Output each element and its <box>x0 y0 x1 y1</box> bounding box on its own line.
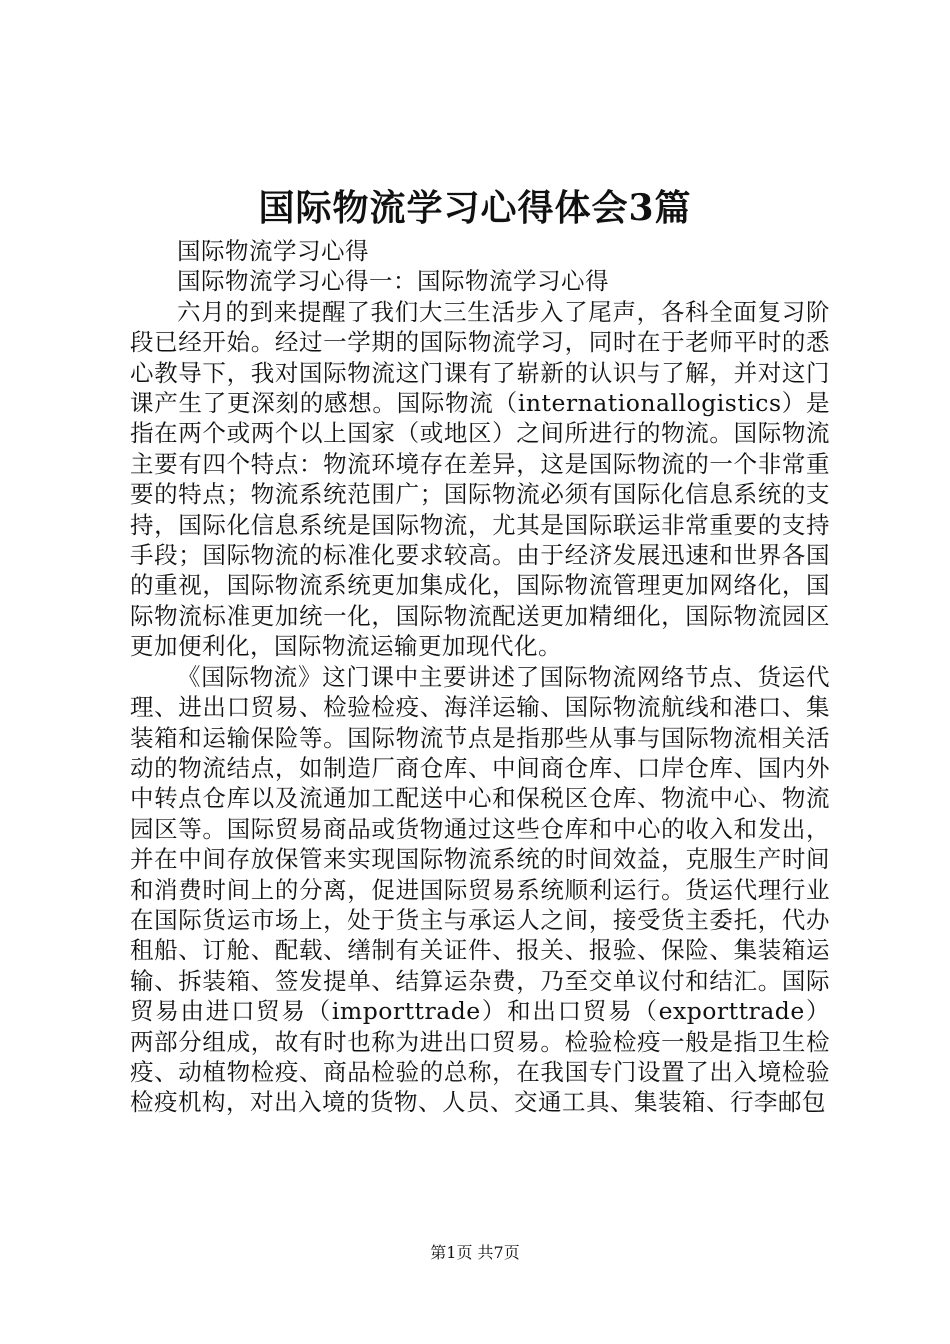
paragraph-subtitle: 国际物流学习心得 <box>177 237 369 265</box>
paragraph-section-heading: 国际物流学习心得一：国际物流学习心得 <box>177 267 609 296</box>
paragraph-body-2: 《国际物流》这门课中主要讲述了国际物流网络节点、货运代理、进出口贸易、检验检疫、海洋运输、国际物流航线和港口、集装箱和运输保险等。国际物流节点是指那些从事与国际物流相关活动的物流结点，如制造厂商仓库、中间商仓库、口岸仓库、国内外中转点仓库以及流通加工配送中心和保税区仓库、物流中心、物流园区等。国际贸易商品或货物通过这些仓库和中心的收入和发出，并在中间存放保管来实现国际物流系统的时间效益，克服生产时间和消费时间上的分离，促进国际贸易系统顺利运行。货运代理行业在国际货运市场上，处于货主与承运人之间，接受货主委托，代办租船、订舱、配载、缮制有关证件、报关、报验、保险、集装箱运输、拆装箱、签发提单、结算运杂费，乃至交单议付和结汇。国际贸易由进口贸易（importtrade）和出口贸易（exporttrade）两部分组成，故有时也称为进出口贸易。检验检疫一般是指卫生检疫、动植物检疫、商品检验的总称，在我国专门设置了出入境检验检疫机构，对出入境的货物、人员、交通工具、集装箱、行李邮包 <box>130 662 830 1117</box>
document-body <box>130 236 830 1118</box>
paragraph-body-1: 六月的到来提醒了我们大三生活步入了尾声，各科全面复习阶段已经开始。经过一学期的国际物流学习，同时在于老师平时的悉心教导下，我对国际物流这门课有了崭新的认识与了解，并对这门课产生了更深刻的感想。国际物流（internationallogistics）是指在两个或两个以上国家（或地区）之间所进行的物流。国际物流主要有四个特点：物流环境存在差异，这是国际物流的一个非常重要的特点；物流系统范围广；国际物流必须有国际化信息系统的支持，国际化信息系统是国际物流，尤其是国际联运非常重要的支持手段；国际物流的标准化要求较高。由于经济发展迅速和世界各国的重视，国际物流系统更加集成化，国际物流管理更加网络化，国际物流标准更加统一化，国际物流配送更加精细化，国际物流园区更加便利化，国际物流运输更加现代化。 <box>130 297 830 661</box>
document-title: 国际物流学习心得体会3篇 <box>258 187 692 229</box>
page-footer: 第1页 共7页 <box>430 1243 520 1262</box>
